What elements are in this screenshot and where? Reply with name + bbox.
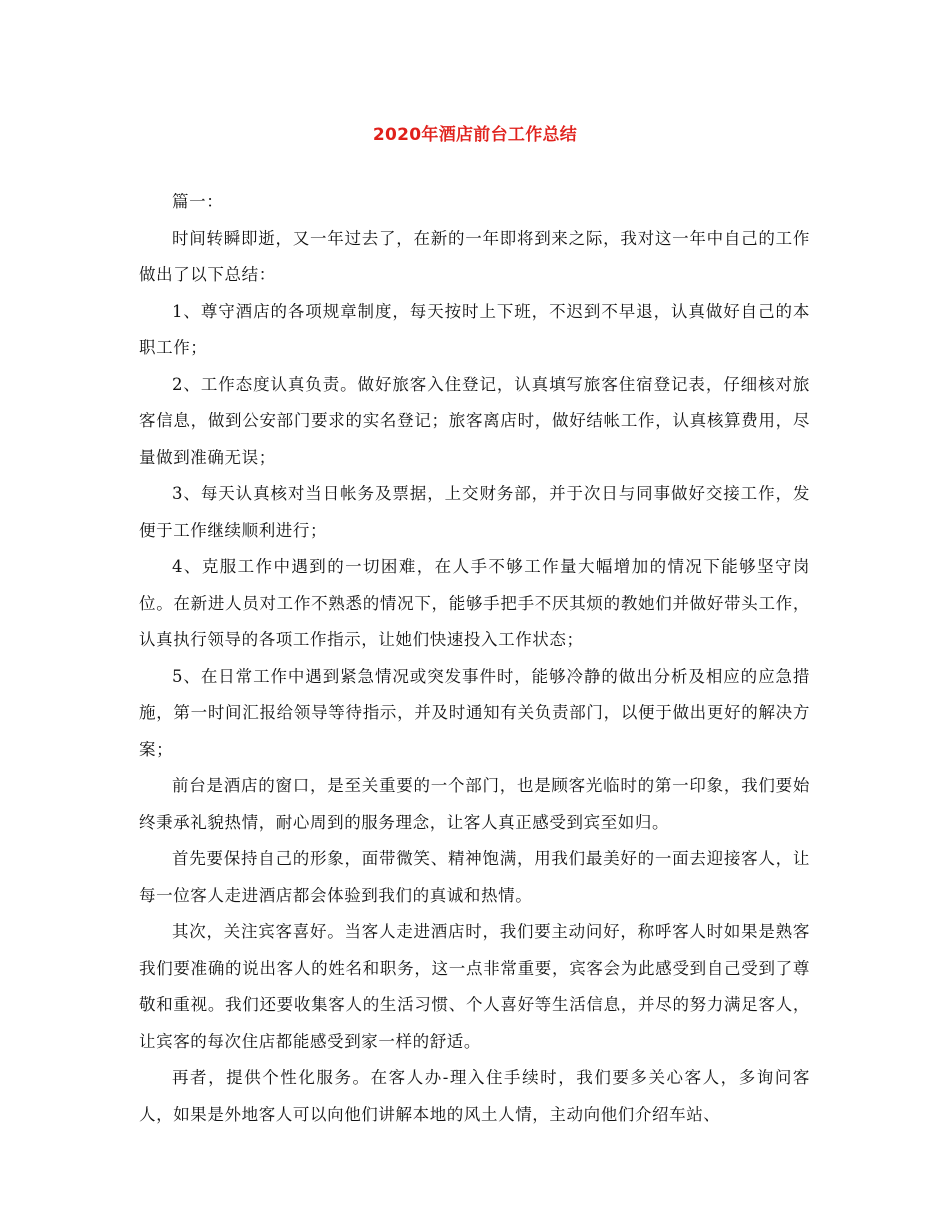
paragraph: 时间转瞬即逝，又一年过去了，在新的一年即将到来之际，我对这一年中自己的工作做出了以下总结： [139, 228, 810, 284]
document-title: 2020年酒店前台工作总结 [372, 125, 578, 145]
paragraph: 再者，提供个性化服务。在客人办-理入住手续时，我们要多关心客人，多询问客人，如果是外地客人可以向他们讲解本地的风土人情，主动向他们介绍车站、 [139, 1068, 810, 1124]
paragraph: 其次，关注宾客喜好。当客人走进酒店时，我们要主动问好，称呼客人时如果是熟客我们要准确的说出客人的姓名和职务，这一点非常重要，宾客会为此感受到自己受到了尊敬和重视。我们还要收集客人的生活习惯、个人喜好等生活信息，并尽的努力满足客人，让宾客的每次住店都能感受到家一样的舒适。 [139, 922, 810, 1051]
paragraph: 1、尊守酒店的各项规章制度，每天按时上下班，不迟到不早退，认真做好自己的本职工作； [139, 301, 810, 357]
paragraph-heading: 篇一： [172, 192, 224, 211]
paragraph: 5、在日常工作中遇到紧急情况或突发事件时，能够冷静的做出分析及相应的应急措施，第一时间汇报给领导等待指示，并及时通知有关负责部门，以便于做出更好的解决方案； [139, 666, 810, 759]
paragraph: 前台是酒店的窗口，是至关重要的一个部门，也是顾客光临时的第一印象，我们要始终秉承礼貌热情，耐心周到的服务理念，让客人真正感受到宾至如归。 [139, 776, 810, 832]
document-body [139, 184, 810, 1133]
paragraph: 2、工作态度认真负责。做好旅客入住登记，认真填写旅客住宿登记表，仔细核对旅客信息，做到公安部门要求的实名登记；旅客离店时，做好结帐工作，认真核算费用，尽量做到准确无误； [139, 374, 810, 467]
paragraph: 3、每天认真核对当日帐务及票据，上交财务部，并于次日与同事做好交接工作，发便于工作继续顺利进行； [139, 484, 810, 540]
paragraph: 4、克服工作中遇到的一切困难，在人手不够工作量大幅增加的情况下能够坚守岗位。在新进人员对工作不熟悉的情况下，能够手把手不厌其烦的教她们并做好带头工作，认真执行领导的各项工作指示，让她们快速投入工作状态； [139, 557, 810, 649]
paragraph: 首先要保持自己的形象，面带微笑、精神饱满，用我们最美好的一面去迎接客人，让每一位客人走进酒店都会体验到我们的真诚和热情。 [139, 849, 810, 905]
